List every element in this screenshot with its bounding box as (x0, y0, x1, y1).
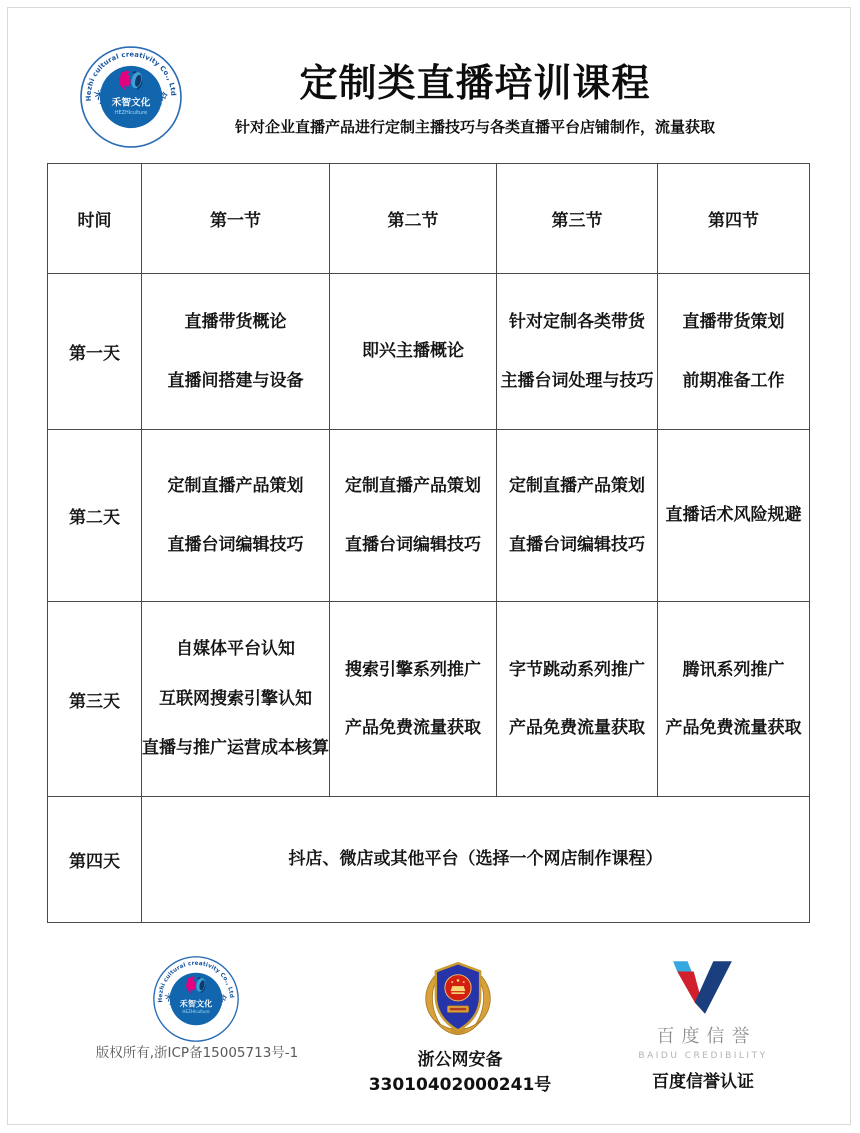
cell-line: 抖店、微店或其他平台（选择一个网店制作课程） (288, 849, 663, 870)
cell-line: 直播话术风险规避 (665, 505, 802, 526)
page-subtitle: 针对企业直播产品进行定制主播技巧与各类直播平台店铺制作，流量获取 (234, 118, 715, 136)
cell-line: 搜索引擎系列推广 (345, 659, 481, 680)
course-schedule-table (47, 163, 810, 923)
cell-line: 产品免费流量获取 (345, 718, 481, 738)
cell-line: 直播带货概论 (184, 312, 287, 333)
column-header-session3: 第三节 (497, 164, 658, 274)
table-row-day3 (48, 602, 810, 797)
cell-line: 定制直播产品策划 (345, 476, 481, 497)
cell-line: 即兴主播概论 (362, 341, 464, 362)
cell-line: 前期准备工作 (682, 370, 785, 391)
cell-line: 直播台词编辑技巧 (167, 534, 304, 555)
day-label: 第三天 (48, 602, 142, 797)
cell-line: 定制直播产品策划 (167, 476, 304, 497)
cell-line: 产品免费流量获取 (509, 718, 645, 738)
cell-line: 字节跳动系列推广 (509, 659, 645, 680)
cell-line: 主播台词处理与技巧 (500, 370, 654, 391)
day-label: 第四天 (48, 797, 142, 923)
page-title: 定制类直播培训课程 (299, 61, 651, 105)
schedule-cell (142, 430, 330, 602)
schedule-cell (497, 274, 658, 430)
cell-line: 直播带货策划 (682, 312, 785, 333)
cell-line: 定制直播产品策划 (509, 476, 645, 497)
baidu-credibility-cn: 百度信誉 (656, 1026, 757, 1047)
cell-line: 直播台词编辑技巧 (509, 534, 645, 555)
schedule-cell (658, 274, 810, 430)
cell-line: 腾讯系列推广 (682, 659, 785, 680)
cell-line: 针对定制各类带货 (509, 312, 645, 333)
table-row-day2 (48, 430, 810, 602)
schedule-cell (330, 602, 497, 797)
schedule-cell (330, 274, 497, 430)
baidu-credibility-block (618, 960, 788, 1092)
schedule-cell (142, 602, 330, 797)
baidu-cert-text: 百度信誉认证 (652, 1072, 754, 1092)
day-label: 第二天 (48, 430, 142, 602)
schedule-cell (142, 274, 330, 430)
baidu-credibility-icon (670, 960, 736, 1016)
schedule-cell (330, 430, 497, 602)
schedule-cell-span (142, 797, 810, 923)
cell-line: 自媒体平台认知 (176, 639, 295, 660)
table-header-row (48, 164, 810, 274)
schedule-cell (497, 602, 658, 797)
cell-line: 直播间搭建与设备 (167, 370, 304, 391)
cell-line: 产品免费流量获取 (665, 718, 802, 738)
cell-line: 直播与推广运营成本核算 (142, 738, 329, 759)
column-header-time: 时间 (48, 164, 142, 274)
hezhi-logo-footer-icon (153, 956, 239, 1042)
day-label: 第一天 (48, 274, 142, 430)
copyright-icp-text: 版权所有,浙ICP备15005713号-1 (95, 1045, 299, 1061)
cell-line: 直播台词编辑技巧 (345, 534, 481, 555)
table-row-day1 (48, 274, 810, 430)
schedule-cell (658, 602, 810, 797)
schedule-cell (497, 430, 658, 602)
column-header-session2: 第二节 (330, 164, 497, 274)
police-badge-icon (417, 951, 499, 1041)
column-header-session4: 第四节 (658, 164, 810, 274)
table-row-day4 (48, 797, 810, 923)
schedule-cell (658, 430, 810, 602)
header (90, 52, 860, 137)
police-record-text: 浙公网安备 33010402000241号 (368, 1050, 552, 1095)
column-header-session1: 第一节 (142, 164, 330, 274)
cell-line: 互联网搜索引擎认知 (159, 688, 312, 709)
baidu-credibility-en: BAIDU CREDIBILITY (638, 1051, 768, 1061)
